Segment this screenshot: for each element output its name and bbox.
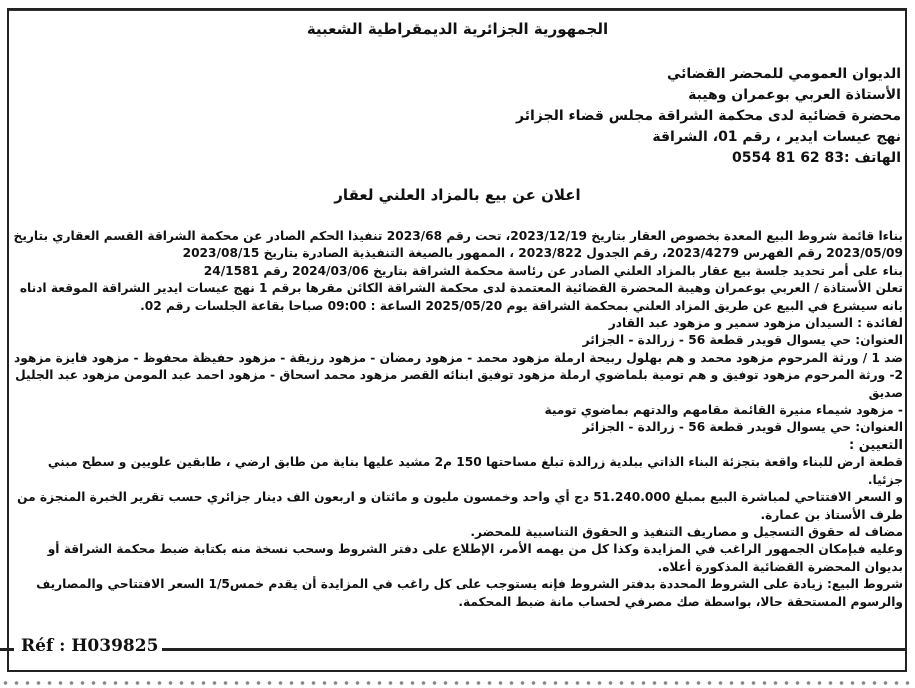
paragraph-property: قطعة ارض للبناء واقعة بتجزئة البناء الذاتي ببلدية زرالدة تبلغ مساحتها 150 م2 مشيد عليها بناية من طابق ارضي ، طابقين علويين و سطح مبني جزئيا.	[47, 455, 903, 487]
paragraph-beneficiary: لفائدة : السيدان مزهود سمير و مزهود عبد القادر	[608, 316, 903, 331]
paragraph-address-1: العنوان: حي يسوال قويدر قطعة 56 - زرالدة - الجزائر	[582, 333, 903, 348]
reference-number: Réf : H039825	[17, 636, 162, 656]
dotted-border	[0, 678, 915, 688]
paragraph-order: بناء على أمر تحديد جلسة بيع عقار بالمزاد العلني الصادر عن رئاسة محكمة الشراقة بتاريخ 2024/03/06 رقم 24/1581	[203, 263, 903, 278]
header-court: محضرة قضائية لدى محكمة الشراقة مجلس قضاء الجزائر	[516, 108, 901, 124]
paragraph-announcer: تعلن الأستاذة / العربي بوعمران وهيبة المحضرة القضائية المعتمدة لدى محكمة الشراقة الكائن مقرها برقم 1 نهج عيسات ايدير الشراقة الموقعة ادناه	[19, 281, 903, 296]
paragraph-against-2: 2- ورثة المرحوم مزهود توفيق و هم تومية بلماضوي ارملة مزهود توفيق ابنائه القصر مزهود محمد اسحاق - مزهود احمد عبد المومن مزهود عبد الجليل صديق	[15, 368, 903, 400]
paragraph-basis: بناءا قائمة شروط البيع المعدة بخصوص العقار بتاريخ 2023/12/19، تحت رقم 2023/68 تنفيذا الحكم الصادر عن محكمة الشراقة القسم العقاري بتاريخ 2023/05/09 رقم الفهرس 2023/4279، رقم الجدول 2023/822 ، الممهور بالصيغة التنفيذية الصادرة بتاريخ 2023/08/15	[13, 229, 903, 261]
header-address: نهج عيسات ايدير ، رقم 01، الشراقة	[652, 129, 901, 145]
announcement-body	[11, 228, 903, 611]
section-designation: التعيين :	[848, 437, 903, 453]
paragraph-fees: مضاف له حقوق التسجيل و مصاريف التنفيذ و الحقوق التناسبية للمحضر.	[470, 524, 903, 539]
header-phone: الهاتف :83 62 81 0554	[731, 150, 901, 166]
paragraph-public: وعليه فبإمكان الجمهور الراغب في المزايدة وكذا كل من يهمه الأمر، الإطلاع على دفتر الشروط وسحب نسخة منه بكتابة ضبط محكمة الشراقة أو بديوان المحضرة القضائية المذكورة أعلاه.	[47, 542, 903, 574]
paragraph-price: و السعر الافتتاحي لمباشرة البيع بمبلغ 51.240.000 دج أي واحد وخمسون مليون و مائتان و اربعون الف دينار جزائري حسب تقرير الخبرة المنجزة من طرف الأستاذ بن عمارة.	[17, 490, 903, 522]
header-office: الديوان العمومي للمحضر القضائي	[666, 66, 901, 82]
paragraph-conditions: شروط البيع: زيادة على الشروط المحددة بدفتر الشروط فإنه يستوجب على كل راغب في المزايدة أن يقدم خمس1/5 السعر الافتتاحي والمصاريف والرسوم المستحقة حالا، بواسطة صك مصرفي لحساب مانة ضبط المحكمة.	[36, 577, 903, 609]
paragraph-address-2: العنوان: حي يسوال قويدر قطعة 56 - زرالدة - الجزائر	[582, 420, 903, 435]
announcement-title: اعلان عن بيع بالمزاد العلني لعقار	[334, 186, 581, 204]
paragraph-against-1: ضد 1 / ورثة المرحوم مزهود محمد و هم بهلول ربيحة ارملة مزهود محمد - مزهود رمضان - مزهود رزيقة - مزهود حفيظة محفوظ - مزهود فايزة مزهود	[13, 350, 903, 365]
bailiff-header	[301, 64, 901, 169]
republic-heading: الجمهورية الجزائرية الديمقراطية الشعبية	[306, 20, 609, 38]
header-name: الأستاذة العربي بوعمران وهيبة	[688, 87, 901, 103]
paragraph-against-3: - مزهود شيماء منيرة القائمة مقامهم والدتهم بماضوي تومية	[544, 403, 903, 418]
paragraph-date: بانه سيشرع في البيع عن طريق المزاد العلني بمحكمة الشراقة يوم 2025/05/20 الساعة : 09:00 صباحا بقاعة الجلسات رقم 02.	[140, 298, 903, 313]
reference-row	[0, 636, 915, 662]
